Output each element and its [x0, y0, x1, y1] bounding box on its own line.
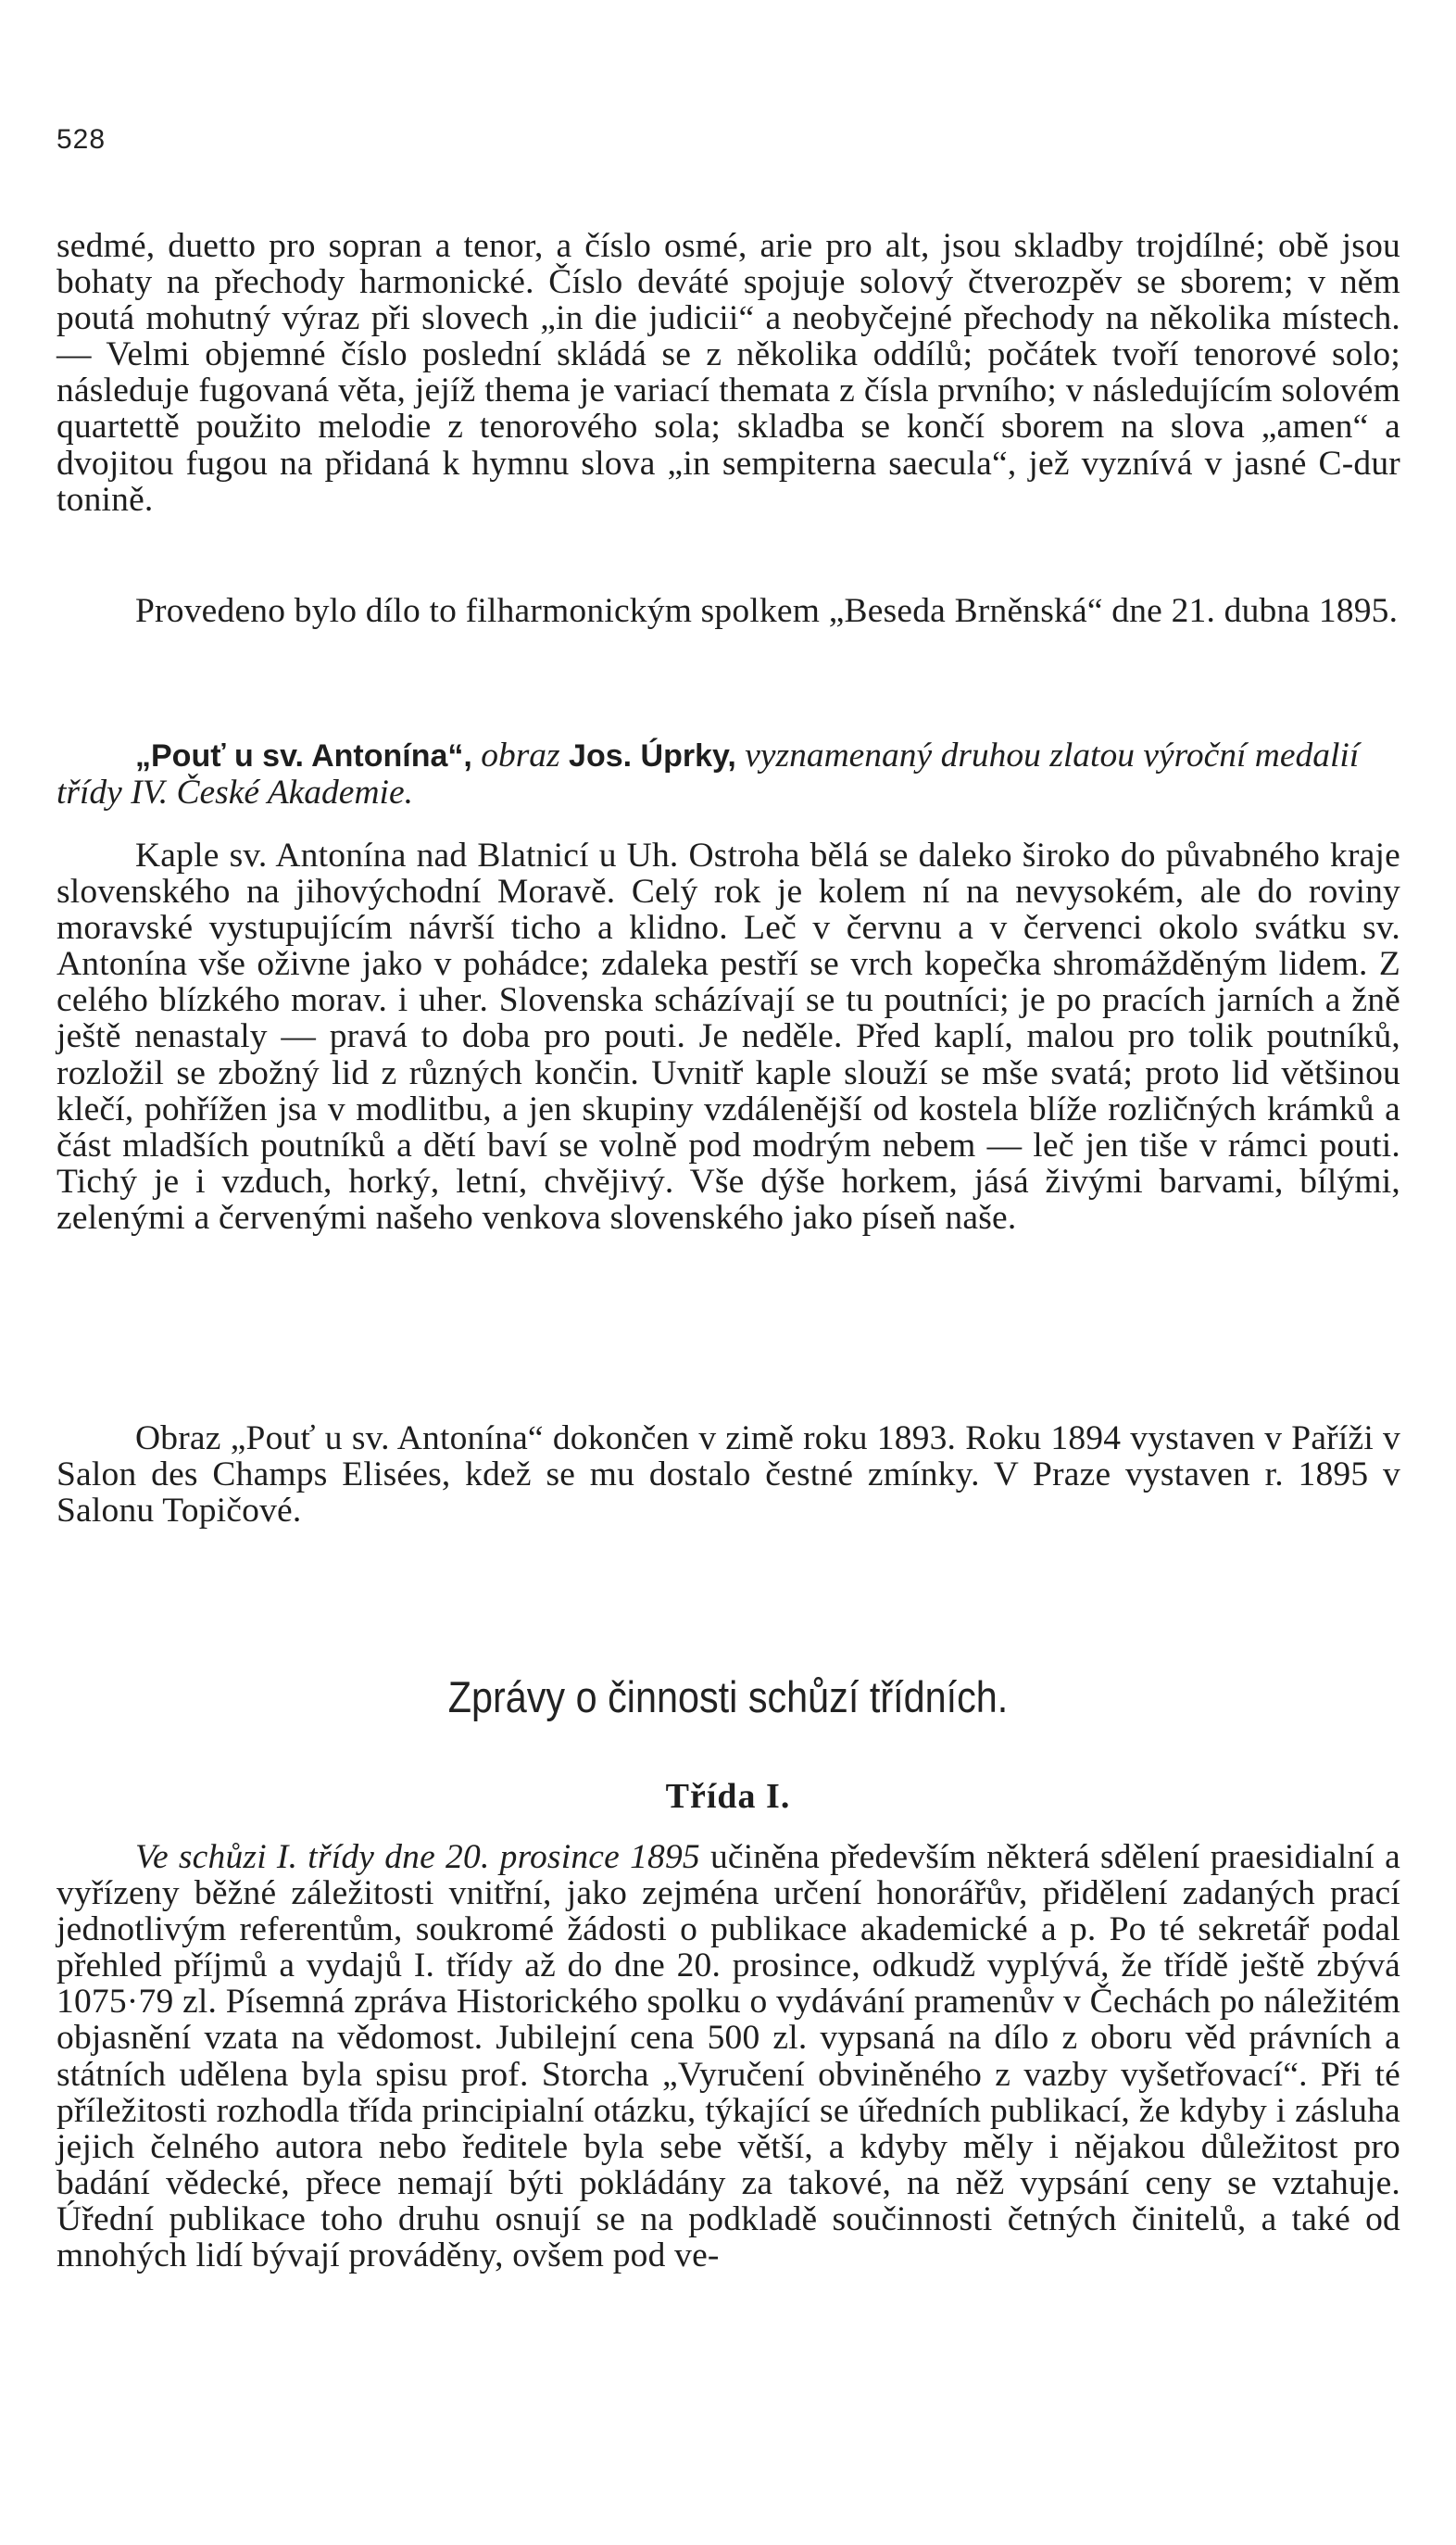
paragraph-text: Provedeno bylo dílo to filharmonickým spolkem „Beseda Brněnská“ dne 21. dubna 1895. — [135, 592, 1399, 630]
paragraph-class-meeting — [56, 1839, 1400, 2274]
paragraph-chapel — [56, 838, 1400, 1236]
paragraph-painting-exhibition — [56, 1420, 1400, 1529]
heading-obraz: obraz — [471, 737, 570, 775]
heading-description: vyznamenaný druhou zlatou výroční medalií třídy IV. České Akademie. — [56, 737, 1360, 813]
paragraph-text — [56, 1839, 1400, 2274]
paragraph-text: Obraz „Pouť u sv. Antonína“ dokončen v zimě roku 1893. Roku 1894 vystaven v Paříži v Salon des Champs Elisées, kdež se mu dostalo čestné zmínky. V Praze vystaven r. 1895 v Salonu Topičové. — [56, 1419, 1400, 1531]
article-heading — [56, 737, 1400, 811]
painting-author: Jos. Úprky, — [569, 738, 736, 774]
paragraph-text: Kaple sv. Antonína nad Blatnicí u Uh. Ostroha bělá se daleko široko do půvabného kraje slovenského na jihovýchodní Moravě. Celý rok je kolem ní na nevysokém, ale do roviny moravské vystupujícím návrší ticho a klidno. Leč v červnu a v červenci okolo svátku sv. Antonína vše oživne jako v pohádce; zdaleka pestří se vrch kopečka shromážděným lidem. Z celého blízkého morav. i uher. Slovenska scházívají se tu poutníci; je po pracích jarních a žně ještě nenastaly — pravá to doba pro pouti. Je neděle. Před kaplí, malou pro tolik poutníků, rozložil se zbožný lid z různých končin. Uvnitř kaple slouží se mše svatá; proto lid většinou klečí, pohřížen jsa v modlitbu, a jen skupiny vzdálenější od kostela blíže rozličných krámků a část mladších poutníků a dětí baví se volně pod modrým nebem — leč jen tiše v rámci pouti. Tichý je i vzduch, horký, letní, chvějivý. Vše dýše horkem, jásá živými barvami, bílými, zelenými a červenými našeho venkova slovenského jako píseň naše. — [56, 837, 1400, 1237]
article-heading-line — [56, 737, 1400, 811]
class-title: Třída I. — [665, 1777, 791, 1816]
page-number: 528 — [56, 124, 107, 155]
paragraph-performance — [56, 593, 1400, 629]
paragraph-requiem-description — [56, 228, 1400, 518]
painting-title: „Pouť u sv. Antonína“, — [135, 738, 472, 774]
meeting-report-text: učiněna především některá sdělení praesidialní a vyřízeny běžné záležitosti vnitřní, jako zejména určení honorářův, přidělení zadaných prací jednotlivým referentům, soukromé žádosti o publikace akademické a p. Po té sekretář podal přehled příjmů a vydajů I. třídy až do dne 20. prosince, odkudž vyplývá, že třídě ještě zbývá 1075·79 zl. Písemná zpráva Historického spolku o vydávání pramenův v Čechách po náležitém objasnění vzata na vědomost. Jubilejní cena 500 zl. vypsaná na dílo z oboru věd právních a státních udělena byla spisu prof. Storcha „Vyručení obviněného z vazby vyšetřovací“. Při té příležitosti rozhodla třída principialní otázku, týkající se úředních publikací, že kdyby i zásluha jejich čelného autora nebo ředitele byla sebe větší, a kdyby měly i nějakou důležitost pro badání vědecké, přece nemají býti pokládány za takové, na něž vypsání ceny se vztahuje. Úřední publikace toho druhu osnují se na podkladě součinnosti četných činitelů, a také od mnohých lidí bývají prováděny, ovšem pod ve- — [56, 1838, 1400, 2275]
paragraph-text: sedmé, duetto pro sopran a tenor, a číslo osmé, arie pro alt, jsou skladby trojdílné; obě jsou bohaty na přechody harmonické. Číslo deváté spojuje solový čtverozpěv se sborem; v něm poutá mohutný výraz při slovech „in die judicii“ a neobyčejné přechody na několika místech. — Velmi objemné číslo poslední skládá se z několika oddílů; počátek tvoří tenorové solo; následuje fugovaná věta, jejíž thema je variací themata z čísla prvního; v následujícím solovém quartettě použito melodie z tenorového sola; skladba se končí sborem na slova „amen“ a dvojitou fugou na přidaná k hymnu slova „in sempiterna saecula“, jež vyznívá v jasné C-dur tonině. — [56, 227, 1400, 519]
meeting-date-italic: Ve schůzi I. třídy dne 20. prosince 1895 — [135, 1838, 700, 1876]
section-title: Zprávy o činnosti schůzí třídních. — [447, 1672, 1009, 1721]
